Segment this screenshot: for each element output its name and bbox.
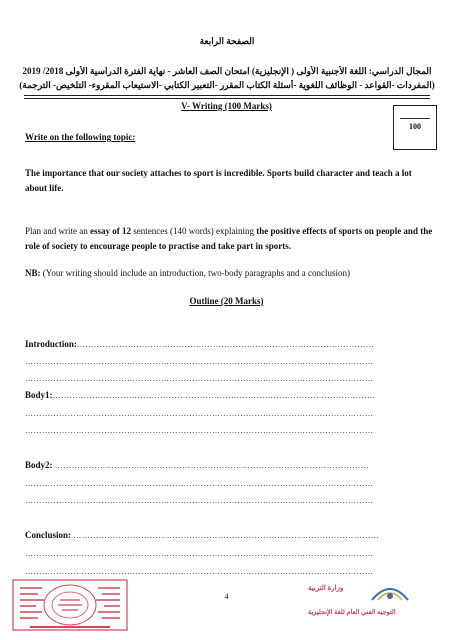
outline-row[interactable] (25, 408, 429, 418)
outline-row[interactable] (25, 425, 429, 435)
ministry-logo (308, 580, 428, 624)
outline-title: Outline (20 Marks) (189, 296, 264, 306)
answer-line: …………………………………………………………………………………………… (76, 340, 375, 349)
plan-essay: essay of 12 (89, 226, 131, 236)
answer-line: …………………………………………………………………………………………………………… (25, 374, 374, 383)
outline-label: Conclusion: (25, 530, 74, 540)
score-value: 100 (409, 122, 421, 131)
header-line-1: المجال الدراسي: اللغة الأجنبية الأولى ( الإنجليزية) امتحان الصف العاشر - نهاية الفترة الدراسية الأولى 2018/ 2019 (22, 66, 432, 76)
outline-row[interactable] (25, 356, 429, 366)
outline-row[interactable] (25, 339, 429, 349)
outline-row[interactable] (25, 530, 429, 540)
answer-line: …………………………………………………………………………………………………………… (25, 479, 374, 488)
outline-row[interactable] (25, 548, 429, 558)
page-label: الصفحة الرابعة (199, 36, 255, 46)
outline-label: Body2: (25, 460, 55, 470)
outline-row[interactable] (25, 566, 429, 576)
nb-label: NB: (25, 268, 41, 278)
answer-line: ………………………………………………………………………………………………… (54, 461, 370, 470)
plan-part1: Plan and write an (25, 226, 90, 236)
topic-text: The importance that our society attaches to sport is incredible. Sports build character and teach a lot about life. (25, 168, 412, 193)
nb-text: (Your writing should include an introduction, two-body paragraphs and a conclusion) (40, 268, 351, 278)
answer-line: …………………………………………………………………………………………………………… (25, 496, 374, 505)
outline-row[interactable] (25, 373, 429, 383)
answer-line: …………………………………………………………………………………………………… (52, 391, 376, 400)
answer-line: …………………………………………………………………………………………………………… (25, 549, 374, 558)
outline-label: Body1: (25, 390, 53, 400)
outline-row[interactable] (25, 390, 429, 400)
header-line-2: (المفردات -القواعد - الوظائف اللغوية -أسئلة الكتاب المقرر -التعبير الكتابي -الاستيعاب المقروء- التلخيص- الترجمة) (19, 80, 435, 90)
plan-part2: sentences (140 words) explaining (130, 226, 257, 236)
logo-line-2: التوجيه الفني العام للغة الإنجليزية (308, 609, 396, 616)
note (25, 266, 435, 281)
score-line (400, 118, 430, 119)
section-title: V- Writing (100 Marks) (181, 101, 272, 111)
instructions (25, 224, 435, 254)
header-divider (24, 95, 430, 96)
page-number: 4 (224, 592, 229, 601)
outline-row[interactable] (25, 495, 429, 505)
answer-line: …………………………………………………………………………………………………………… (25, 409, 374, 418)
outline-row[interactable] (25, 478, 429, 488)
outline-row[interactable] (25, 460, 429, 470)
emblem-icon (368, 580, 412, 606)
logo-line-1: وزارة التربية (308, 584, 344, 592)
official-stamp-icon (10, 578, 130, 634)
answer-line: ……………………………………………………………………………………………… (73, 531, 380, 540)
answer-line: …………………………………………………………………………………………………………… (25, 357, 374, 366)
header-divider-2 (24, 98, 430, 99)
answer-line: …………………………………………………………………………………………………………… (25, 426, 374, 435)
topic-label: Write on the following topic: (25, 132, 136, 142)
plan-bold: the positive effects of sports on people and the role of society to encourage people to practise and take part in sports. (25, 226, 433, 251)
outline-label: Introduction: (25, 339, 77, 349)
answer-line: …………………………………………………………………………………………………………… (25, 567, 374, 576)
